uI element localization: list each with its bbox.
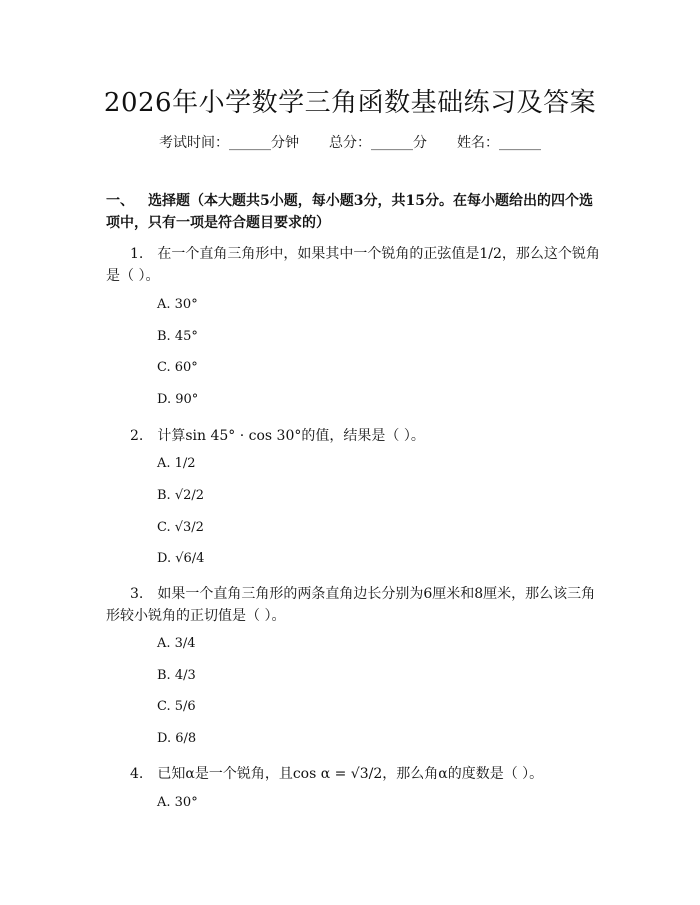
question-3 [106, 583, 601, 627]
section-heading [106, 190, 601, 234]
section-number: 一、 [106, 193, 134, 209]
question-3-option-a: A. 3/4 [157, 636, 196, 651]
question-2-option-d: D. √6/4 [157, 551, 205, 566]
question-1-option-d: D. 90° [157, 392, 199, 407]
question-1-option-a: A. 30° [157, 297, 198, 312]
document-title: 2026年小学数学三角函数基础练习及答案 [103, 88, 597, 118]
question-2 [106, 425, 601, 447]
question-text: 如果一个直角三角形的两条直角边长分别为6厘米和8厘米，那么该三角形较小锐角的正切值是（ ）。 [106, 586, 596, 624]
question-2-option-c: C. √3/2 [157, 520, 204, 535]
question-4 [106, 763, 601, 785]
total-score-label: 总分：______分 [329, 135, 427, 151]
question-3-option-b: B. 4/3 [157, 668, 196, 683]
question-number: 1. [130, 246, 144, 262]
student-name-label: 姓名：______ [457, 135, 541, 151]
question-3-option-d: D. 6/8 [157, 731, 197, 746]
exam-time-label: 考试时间：______分钟 [159, 135, 299, 151]
question-4-option-a: A. 30° [157, 795, 198, 810]
question-1-option-c: C. 60° [157, 360, 198, 375]
question-1 [106, 243, 601, 287]
section-instructions: 选择题（本大题共5小题，每小题3分，共15分。在每小题给出的四个选项中，只有一项是符合题目要求的） [106, 193, 593, 231]
question-number: 2. [130, 428, 144, 444]
question-number: 3. [130, 586, 144, 602]
question-2-option-b: B. √2/2 [157, 488, 205, 503]
question-text: 计算sin 45° · cos 30°的值，结果是（ ）。 [157, 428, 425, 444]
exam-info [0, 132, 700, 152]
question-number: 4. [130, 766, 144, 782]
question-text: 在一个直角三角形中，如果其中一个锐角的正弦值是1/2，那么这个锐角是（ ）。 [106, 246, 600, 284]
question-2-option-a: A. 1/2 [157, 456, 196, 471]
question-text: 已知α是一个锐角，且cos α = √3/2，那么角α的度数是（ ）。 [157, 766, 544, 782]
question-1-option-b: B. 45° [157, 329, 198, 344]
question-3-option-c: C. 5/6 [157, 699, 196, 714]
